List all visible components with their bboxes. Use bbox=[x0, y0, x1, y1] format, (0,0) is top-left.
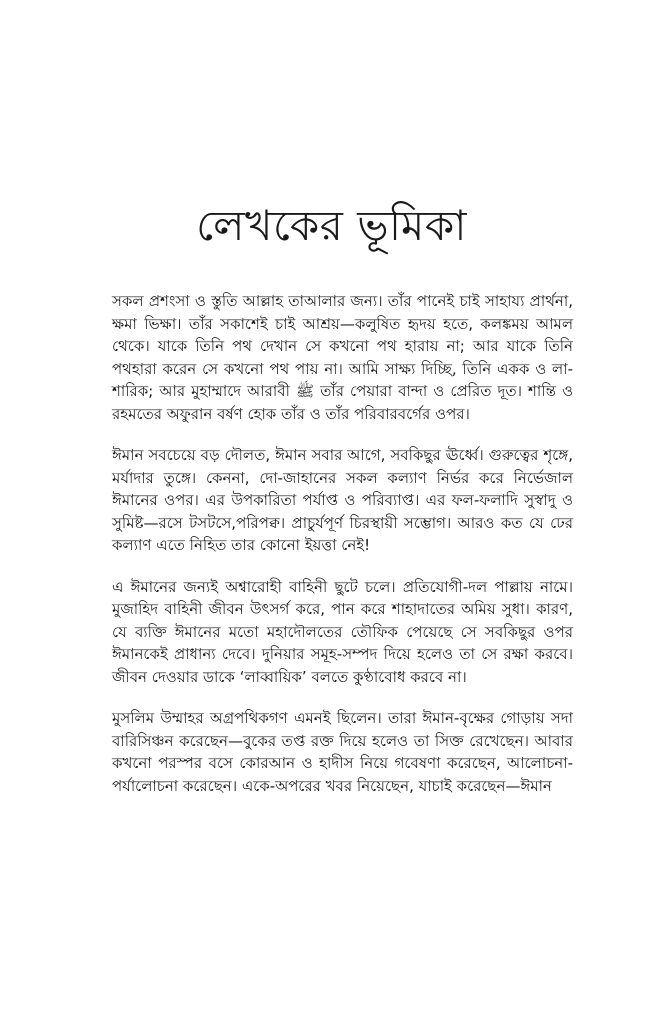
paragraph-1: সকল প্রশংসা ও স্তুতি আল্লাহ তাআলার জন্য। তাঁর পানেই চাই সাহায্য প্রার্থনা, ক্ষমা ভিক্ষা। তাঁর সকাশেই চাই আশ্রয়—কলুষিত হৃদয় হতে, কলঙ্কময় আমল থেকে। যাকে তিনি পথ দেখান সে কখনো পথ হারায় না; আর যাকে তিনি পথহারা করেন সে কখনো পথ পায় না। আমি সাক্ষ্য দিচ্ছি, তিনি একক ও লা-শারিক; আর মুহাম্মাদে আরাবী ﷺ তাঁর পেয়ারা বান্দা ও প্রেরিত দূত। শান্তি ও রহমতের অফুরান বর্ষণ হোক তাঁর ও তাঁর পরিবারবর্গের ওপর। bbox=[112, 292, 574, 423]
paragraph-2: ঈমান সবচেয়ে বড় দৌলত, ঈমান সবার আগে, সবকিছুর ঊর্ধ্বে। গুরুত্বের শৃঙ্গে, মর্যাদার তুঙ্গে। কেননা, দো-জাহানের সকল কল্যাণ নির্ভর করে নির্ভেজাল ঈমানের ওপর। এর উপকারিতা পর্যাপ্ত ও পরিব্যাপ্ত। এর ফল-ফলাদি সুস্বাদু ও সুমিষ্ট—রসে টসটসে,পরিপক্ব। প্রাচুর্যপূর্ণ চিরস্থায়ী সম্ভোগ। আরও কত যে ঢের কল্যাণ এতে নিহিত তার কোনো ইয়ত্তা নেই! bbox=[112, 446, 573, 554]
page-title: লেখকের ভূমিকা bbox=[196, 201, 467, 250]
paragraph-3: এ ঈমানের জন্যই অশ্বারোহী বাহিনী ছুটে চলে। প্রতিযোগী-দল পাল্লায় নামে। মুজাহিদ বাহিনী জীবন উৎসর্গ করে, পান করে শাহাদাতের অমিয় সুধা। কারণ, যে ব্যক্তি ঈমানের মতো মহাদৌলতের তৌফিক পেয়েছে সে সবকিছুর ওপর ঈমানকেই প্রাধান্য দেবে। দুনিয়ার সমূহ-সম্পদ দিয়ে হলেও তা সে রক্ষা করবে। জীবন দেওয়ার ডাকে ‘লাব্বায়িক’ বলতে কুণ্ঠাবোধ করবে না। bbox=[112, 577, 573, 686]
paragraph-4: মুসলিম উম্মাহর অগ্রপথিকগণ এমনই ছিলেন। তারা ঈমান-বৃক্ষের গোড়ায় সদা বারিসিঞ্চন করেছেন—বুকের তপ্ত রক্ত দিয়ে হলেও তা সিক্ত রেখেছেন। আবার কখনো পরস্পর বসে কোরআন ও হাদীস নিয়ে গবেষণা করেছেন, আলোচনা-পর্যালোচনা করেছেন। একে-অপরের খবর নিয়েছেন, যাচাই করেছেন—ঈমান bbox=[112, 709, 573, 795]
body-text bbox=[112, 290, 573, 816]
